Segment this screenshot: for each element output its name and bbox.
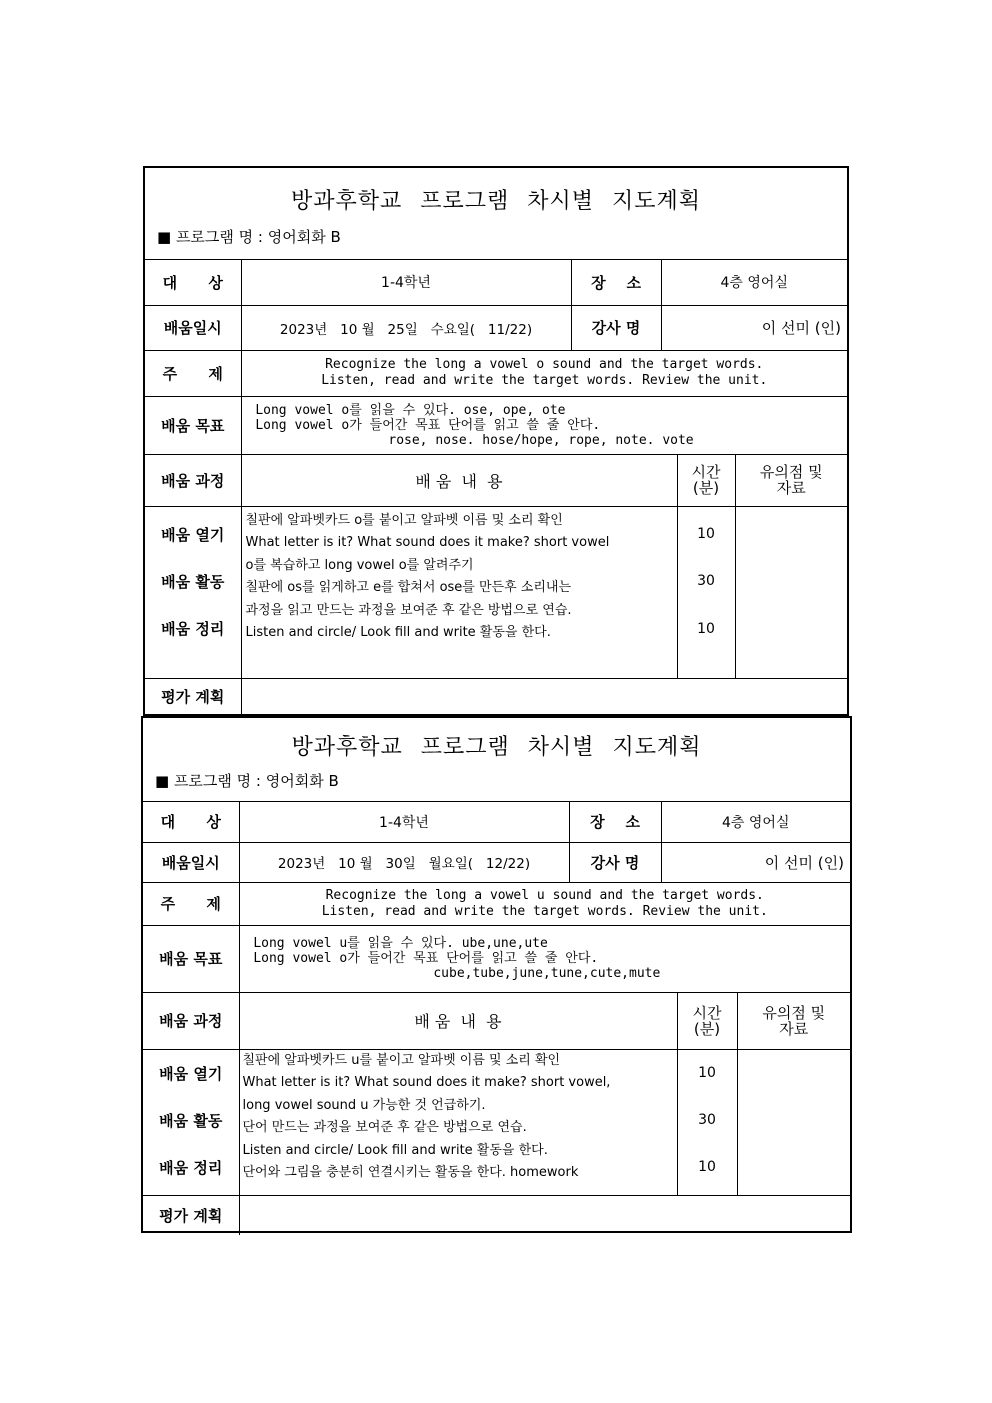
activity-labels (143, 1049, 239, 1195)
notes-value (737, 1049, 850, 1195)
theme-value: Recognize the long a vowel u sound and the target words. Listen, read and write the target words. Review the unit. (239, 882, 850, 925)
target-value: 1-4학년 (241, 260, 571, 305)
place-value: 4층 영어실 (661, 802, 850, 842)
theme-value: Recognize the long a vowel o sound and the target words. Listen, read and write the target words. Review the unit. (241, 350, 847, 396)
label-place: 장 소 (571, 260, 661, 305)
label-place: 장 소 (569, 802, 661, 842)
date-value: 2023년 10 월 25일 수요일( 11/22) (241, 305, 571, 350)
content-value: 칠판에 알파벳카드 o를 붙이고 알파벳 이름 및 소리 확인 What letter is it? What sound does it make? short vowel o를 복습하고 long vowel o를 알려주기 칠판에 os를 읽게하고 e를 합쳐서 ose를 만든후 소리내는 과정을 읽고 만드는 과정을 보여준 후 같은 방법으로 연습. Listen and circle/ Look fill and write 활동을 한다. (241, 506, 677, 678)
eval-value (239, 1195, 850, 1235)
label-open: 배움 열기 (159, 1064, 223, 1083)
label-activity: 배움 활동 (161, 572, 225, 591)
activity-labels (145, 506, 241, 678)
time-activity: 30 (697, 573, 715, 590)
label-teacher: 강사 명 (569, 842, 661, 882)
target-value: 1-4학년 (239, 802, 569, 842)
lesson-plan-2 (141, 716, 852, 1233)
time-values (677, 506, 735, 678)
content-value: 칠판에 알파벳카드 u를 붙이고 알파벳 이름 및 소리 확인 What letter is it? What sound does it make? short vowel, long vowel sound u 가능한 것 언급하기. 단어 만드는 과정을 보여준 후 같은 방법으로 연습. Listen and circle/ Look fill and write 활동을 한다. 단어와 그림을 충분히 연결시키는 활동을 한다. homework (239, 1049, 677, 1195)
program-name: ■ 프로그램 명 : 영어회화 B (155, 772, 339, 790)
label-teacher: 강사 명 (571, 305, 661, 350)
time-open: 10 (698, 1065, 716, 1081)
label-process: 배움 과정 (145, 454, 241, 506)
label-theme: 주 제 (143, 882, 239, 925)
label-time: 시간 (분) (677, 454, 735, 506)
label-notes: 유의점 및 자료 (735, 454, 847, 506)
place-value: 4층 영어실 (661, 260, 847, 305)
label-content: 배 움 내 용 (239, 992, 677, 1049)
time-activity: 30 (698, 1112, 716, 1128)
plan-header (143, 718, 850, 802)
label-close: 배움 정리 (161, 620, 225, 639)
label-goal: 배움 목표 (143, 925, 239, 992)
label-target: 대 상 (145, 260, 241, 305)
label-theme: 주 제 (145, 350, 241, 396)
plan-table (143, 802, 850, 1235)
label-close: 배움 정리 (159, 1158, 223, 1177)
label-goal: 배움 목표 (145, 396, 241, 454)
label-target: 대 상 (143, 802, 239, 842)
plan-title: 방과후학교 프로그램 차시별 지도계획 (290, 189, 701, 214)
label-activity: 배움 활동 (159, 1111, 223, 1130)
time-close: 10 (698, 1159, 716, 1175)
time-values (677, 1049, 737, 1195)
label-date: 배움일시 (145, 305, 241, 350)
time-close: 10 (697, 620, 715, 637)
plan-header (145, 168, 847, 260)
goal-value: Long vowel o를 읽을 수 있다. ose, ope, ote Long vowel o가 들어간 목표 단어를 읽고 쓸 줄 안다. rose, nose. hose/hope, rope, note. vote (241, 396, 847, 454)
label-open: 배움 열기 (161, 525, 225, 544)
plan-table (145, 260, 847, 714)
eval-value (241, 678, 847, 714)
label-time: 시간 (분) (677, 992, 737, 1049)
label-process: 배움 과정 (143, 992, 239, 1049)
label-eval: 평가 계획 (145, 678, 241, 714)
label-eval: 평가 계획 (143, 1195, 239, 1235)
teacher-value: 이 선미 (인) (661, 842, 850, 882)
time-open: 10 (697, 526, 715, 543)
goal-value: Long vowel u를 읽을 수 있다. ube,une,ute Long vowel o가 들어간 목표 단어를 읽고 쓸 줄 안다. cube,tube,june,tune,cute,mute (239, 925, 850, 992)
date-value: 2023년 10 월 30일 월요일( 12/22) (239, 842, 569, 882)
label-date: 배움일시 (143, 842, 239, 882)
plan-title: 방과후학교 프로그램 차시별 지도계획 (291, 735, 702, 760)
label-content: 배 움 내 용 (241, 454, 677, 506)
program-name: ■ 프로그램 명 : 영어회화 B (157, 228, 341, 246)
teacher-value: 이 선미 (인) (661, 305, 847, 350)
label-notes: 유의점 및 자료 (737, 992, 850, 1049)
notes-value (735, 506, 847, 678)
lesson-plan-1 (143, 166, 849, 716)
